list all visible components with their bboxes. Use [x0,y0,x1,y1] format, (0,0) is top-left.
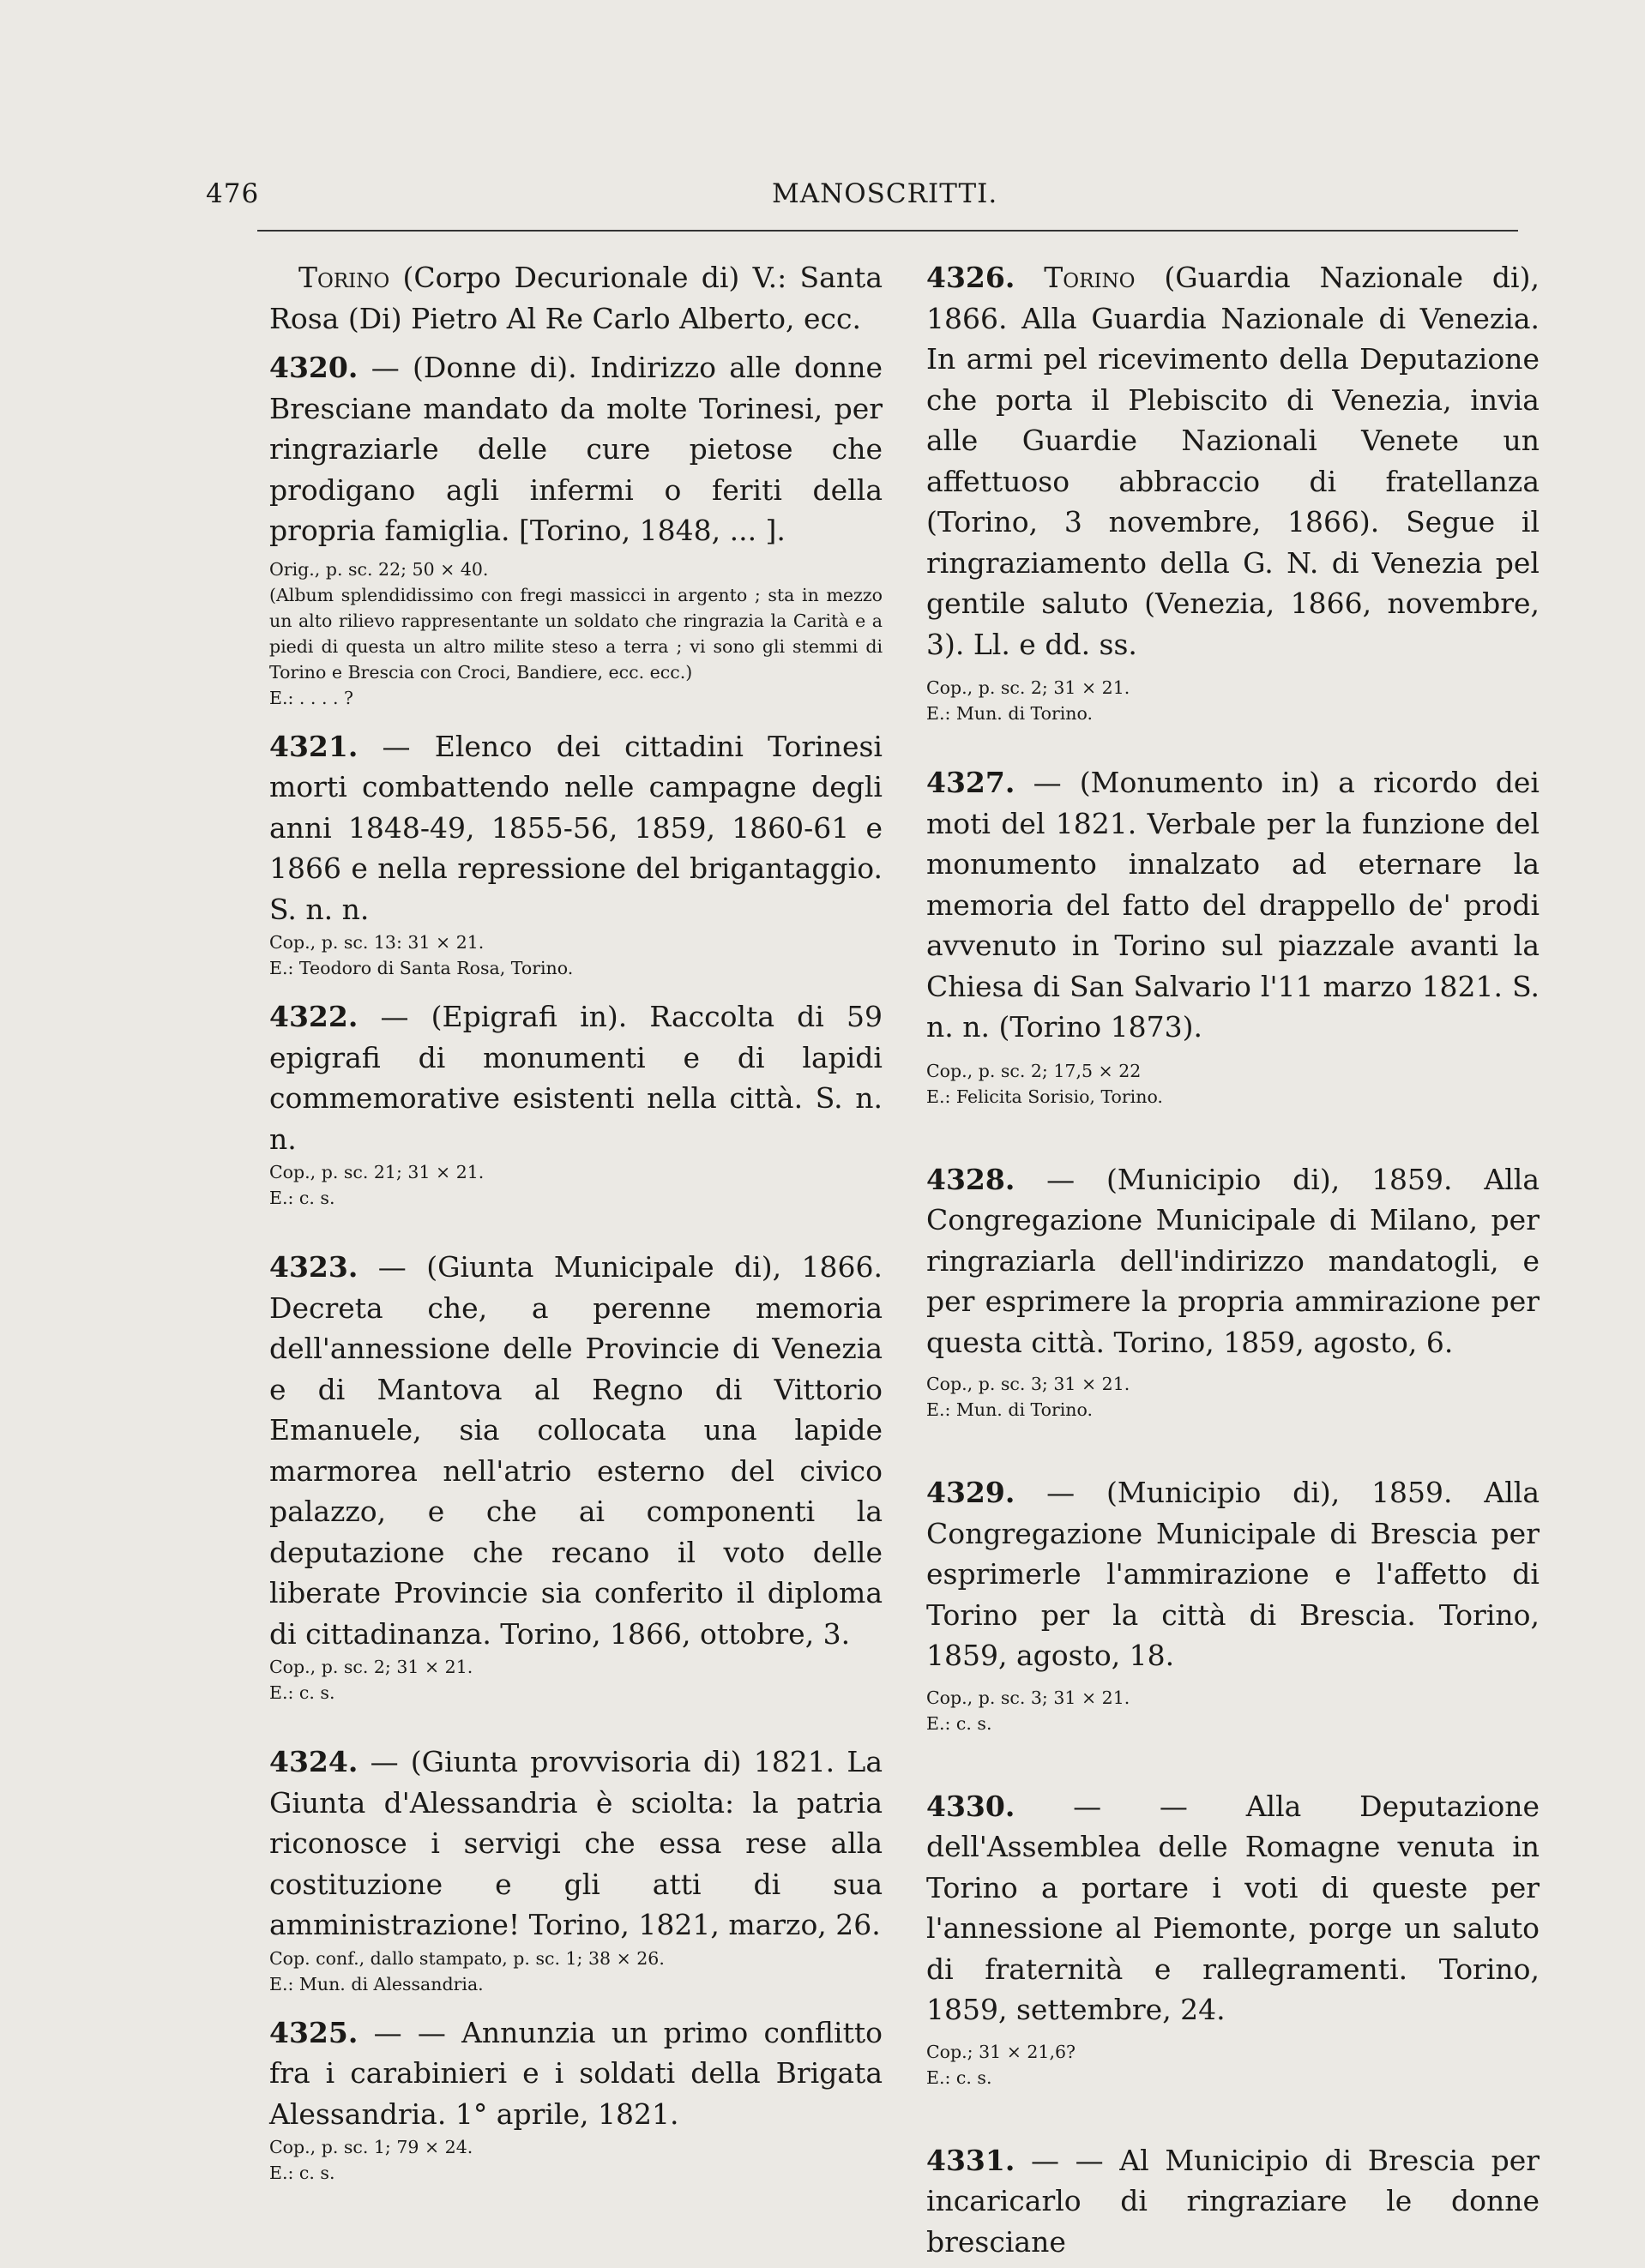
entry-text: (Guardia Nazionale di), 1866. Alla Guardia Nazionale di Venezia. In armi pel ricevimento della Deputazione che porta il Plebiscito di Venezia, invia alle Guardie Nazionali Venete un affettuoso abbraccio di fratellanza (Torino, 3 novembre, 1866). Segue il ringraziamento della G. N. di Venezia pel gentile saluto (Venezia, 1866, novembre, 3). Ll. e dd. ss. [926,261,1540,661]
entry-4321 [269,726,883,982]
entry-number: 4329. [926,1476,1015,1509]
entry-note: E.: c. s. [926,2066,992,2088]
entry-note: E.: c. s. [269,1682,335,1703]
right-column [926,257,1540,2262]
entry-number: 4325. [269,2015,359,2049]
entry-note: E.: c. s. [926,1712,992,1734]
entry-note: Cop., p. sc. 1; 79 × 24. [269,2137,473,2157]
entry-number: 4322. [269,1000,359,1033]
entry-4320 [269,347,883,711]
entry-4324 [269,1742,883,1997]
entry-note: E.: Mun. di Torino. [926,1399,1094,1420]
entry-note: E.: . . . . ? [269,687,354,708]
entry-text: — (Monumento in) a ricordo dei moti del 1821. Verbale per la funzione del monumento innalzato ad eternare la memoria del fatto del drappello de' prodi avvenuto in Torino sul piazzale avanti la Chiesa di San Salvario l'11 marzo 1821. S. n. n. (Torino 1873). [926,766,1540,1044]
entry-text: — — Alla Deputazione dell'Assemblea delle Romagne venuta in Torino a portare i voti di queste per l'annessione al Piemonte, porge un saluto di fraternità e rallegramenti. Torino, 1859, settembre, 24. [926,1789,1540,2026]
entry-number: 4326. [926,261,1015,294]
entry-text: — (Epigrafi in). Raccolta di 59 epigrafi di monumenti e di lapidi commemorative esistenti nella città. S. n. n. [269,1000,883,1156]
entry-4331 [926,2140,1540,2263]
entry-note: E.: c. s. [269,2163,335,2183]
entry-note: E.: Felicita Sorisio, Torino. [926,1086,1163,1107]
left-column [269,257,883,2186]
header-rule [257,230,1518,232]
entry-note: Cop., p. sc. 2; 31 × 21. [926,677,1130,698]
entry-text: — (Giunta Municipale di), 1866. Decreta che, a perenne memoria dell'annessione delle Provincie di Venezia e di Mantova al Regno di Vittorio Emanuele, sia collocata una lapide marmorea nell'atrio esterno del civico palazzo, e che ai componenti la deputazione che recano il voto delle liberate Provincie sia conferito il diploma di cittadinanza. Torino, 1866, ottobre, 3. [269,1250,883,1651]
entry-4330 [926,1786,1540,2091]
entry-4323 [269,1247,883,1706]
entry-text: — — Al Municipio di Brescia per incaricarlo di ringraziare le donne bresciane [926,2143,1540,2259]
entry-4328 [926,1159,1540,1423]
entry-note: Cop. conf., dallo stampato, p. sc. 1; 38 × 26. [269,1947,665,1969]
entry-number: 4328. [926,1162,1015,1196]
entry-lead: Torino [1015,261,1136,294]
entry-note: Cop., p. sc. 13: 31 × 21. [269,932,485,953]
entry-note: Orig., p. sc. 22; 50 × 40. [269,558,489,580]
entry-text: — (Municipio di), 1859. Alla Congregazione Municipale di Milano, per ringraziarla dell'indirizzo mandatogli, e per esprimere la propria ammirazione per questa città. Torino, 1859, agosto, 6. [926,1162,1540,1359]
entry-text: — Elenco dei cittadini Torinesi morti combattendo nelle campagne degli anni 1848-49, 1855-56, 1859, 1860-61 e 1866 e nella repressione del brigantaggio. S. n. n. [269,729,883,926]
entry-number: 4330. [926,1789,1015,1823]
entry-note: Cop., p. sc. 2; 17,5 × 22 [926,1060,1142,1081]
entry-note: Cop.; 31 × 21,6? [926,2041,1076,2062]
entry-number: 4324. [269,1745,359,1778]
entry-text: — (Donne di). Indirizzo alle donne Bresciane mandato da molte Torinesi, per ringraziarle delle cure pietose che prodigano agli infermi o feriti della propria famiglia. [Torino, 1848, ... ]. [269,351,883,547]
page-number: 476 [206,178,260,209]
entry-note: Cop., p. sc. 3; 31 × 21. [926,1374,1130,1394]
entry-text: — (Municipio di), 1859. Alla Congregazione Municipale di Brescia per esprimerle l'ammirazione e l'affetto di Torino per la città di Brescia. Torino, 1859, agosto, 18. [926,1476,1540,1672]
entry-note: E.: c. s. [269,1188,335,1208]
entry-number: 4323. [269,1250,359,1284]
entry-4325 [269,2012,883,2187]
entry-note: E.: Mun. di Alessandria. [269,1973,484,1994]
entry-note: (Album splendidissimo con fregi massicci in argento ; sta in mezzo un alto rilievo rappresentante un soldato che ringrazia la Carità e a piedi di questa un altro milite steso a terra ; vi sono gli stemmi di Torino e Brescia con Croci, Bandiere, ecc. ecc.) [269,584,883,683]
entry-text: (Corpo Decurionale di) V.: Santa Rosa (Di) Pietro Al Re Carlo Alberto, ecc. [269,261,883,335]
entry-4329 [926,1472,1540,1736]
entry-note: Cop., p. sc. 21; 31 × 21. [269,1162,485,1182]
entry-4327 [926,762,1540,1110]
entry-4326 [926,257,1540,726]
entry-note: E.: Mun. di Torino. [926,703,1094,724]
entry-text: — (Giunta provvisoria di) 1821. La Giunta d'Alessandria è sciolta: la patria riconosce i servigi che essa rese alla costituzione e gli atti di sua amministrazione! Torino, 1821, marzo, 26. [269,1745,883,1941]
entry-intro [269,257,883,339]
entry-number: 4320. [269,351,359,384]
entry-number: 4321. [269,729,359,763]
entry-note: E.: Teodoro di Santa Rosa, Torino. [269,958,574,978]
entry-lead: Torino [298,261,390,294]
entry-number: 4331. [926,2143,1015,2177]
entry-text: — — Annunzia un primo conflitto fra i carabinieri e i soldati della Brigata Alessandria. 1° aprile, 1821. [269,2015,883,2131]
page-header [206,178,1578,221]
entry-note: Cop., p. sc. 3; 31 × 21. [926,1687,1130,1708]
entry-note: Cop., p. sc. 2; 31 × 21. [269,1657,473,1677]
entry-number: 4327. [926,766,1015,799]
entry-4322 [269,996,883,1211]
running-title: MANOSCRITTI. [772,178,998,209]
